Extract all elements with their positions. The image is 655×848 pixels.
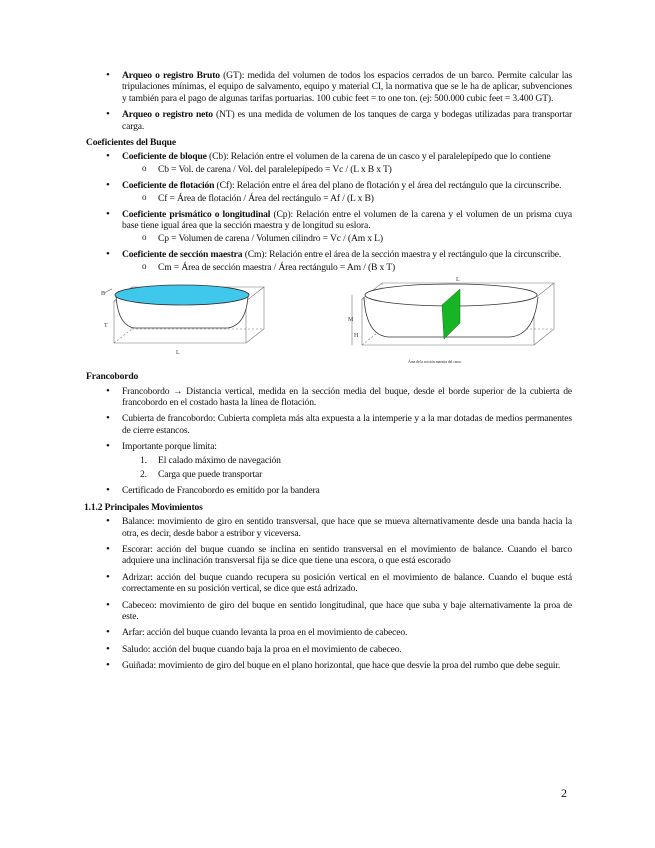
numbered-item xyxy=(122,455,572,466)
item-text: Importante porque limita: xyxy=(122,441,217,453)
label-t: T xyxy=(104,323,108,330)
section-heading-coeficientes: Coeficientes del Buque xyxy=(86,137,176,149)
term: Coeficiente de bloque xyxy=(122,151,207,163)
formula: o Cf = Área de flotación / Área del rectángulo = Af / (L x B) xyxy=(122,193,572,204)
term: Coeficiente prismático o longitudinal xyxy=(122,209,271,221)
page-content xyxy=(86,70,572,677)
coeficientes-list xyxy=(86,151,572,273)
list-item: • Cubierta de francobordo: Cubierta completa más alta expuesta a la intemperie y a la mar dotadas de medios permanentes de cierre estancos. xyxy=(86,413,572,436)
list-item xyxy=(86,70,572,104)
page-number: 2 xyxy=(561,786,567,800)
term: Arqueo o registro neto xyxy=(122,109,213,121)
numbered-item xyxy=(122,469,572,480)
definition: (NT) es una medida de volumen de los tanques de carga y bodegas utilizadas para transportar carga. xyxy=(122,109,572,132)
list-item: • Guiñada: movimiento de giro del buque en el plano horizontal, que hace que desvíe la proa del rumbo que debe seguir. xyxy=(86,660,572,671)
list-item xyxy=(86,249,572,273)
list-item: • Escorar: acción del buque cuando se inclina en sentido transversal en el movimiento de balance. Cuando el barco adquiere una inclinación transversal fija se dice que tiene una escora, o que está escorado xyxy=(86,544,572,567)
term: Arqueo o registro Bruto xyxy=(122,70,220,81)
term: Coeficiente de sección maestra xyxy=(122,249,243,261)
label-h: H xyxy=(354,333,359,340)
section-heading-francobordo: Francobordo xyxy=(86,371,139,383)
label-l: L xyxy=(456,277,460,284)
label-m: M xyxy=(348,317,354,324)
formula: o Cp = Volumen de carena / Volumen cilindro = Vc / (Am x L) xyxy=(122,233,572,244)
item-text: El calado máximo de navegación xyxy=(158,454,281,466)
section-heading-movimientos: 1.1.2 Principales Movimientos xyxy=(84,501,203,513)
formula: o Cm = Área de sección maestra / Área rectángulo = Am / (B x T) xyxy=(122,262,572,273)
list-item: • Francobordo → Distancia vertical, medida en la sección media del buque, desde el borde superior de la cubierta de francobordo en el costado hasta la línea de flotación. xyxy=(86,386,572,409)
list-item xyxy=(86,151,572,175)
limita-list xyxy=(122,455,572,481)
arqueo-list xyxy=(86,70,572,132)
label-b: B xyxy=(101,291,105,298)
definition: (Cb): Relación entre el volumen de la carena de un casco y el paralelepípedo que lo contiene xyxy=(206,151,551,163)
definition: (GT): medida del volumen de todos los espacios cerrados de un barco. Permite calcular las tripulaciones mínimas, el equipo de salvamento, equipo y material CI, la normativa que se le ha de aplicar, subvenciones y también para el pago de algunas tarifas portuarias. 100 cubic feet = to one ton. (ej: 500.000 cubic feet = 3.400 GT). xyxy=(122,70,572,104)
waterplane-area xyxy=(115,285,249,305)
formula: o Cb = Vol. de carena / Vol. del paralelepípedo = Vc / (L x B x T) xyxy=(122,164,572,175)
list-item: • Certificado de Francobordo es emitido por la bandera xyxy=(86,485,572,496)
label-l: L xyxy=(176,350,180,357)
list-item: • Balance: movimiento de giro en sentido transversal, que hace que se mueva alternativamente desde una banda hacia la otra, es decir, desde babor a estribor y viceversa. xyxy=(86,516,572,539)
definition: (Cp): Relación entre el volumen de la carena y el volumen de un prisma cuya base tiene igual área que la sección maestra y de longitud su eslora. xyxy=(122,209,572,232)
list-item: • Arfar: acción del buque cuando levanta la proa en el movimiento de cabeceo. xyxy=(86,627,572,638)
list-item: • Adrizar: acción del buque cuando recupera su posición vertical en el movimiento de balance. Cuando el buque está correctamente en su posición vertical, se dice que está adrizado. xyxy=(86,572,572,595)
waterplane-block-figure xyxy=(96,279,276,361)
list-item xyxy=(86,441,572,480)
list-item: • Cabeceo: movimiento de giro del buque en sentido longitudinal, que hace que suba y baje alternativamente la proa de este. xyxy=(86,600,572,623)
term: Coeficiente de flotación xyxy=(122,180,215,192)
definition: (Cf): Relación entre el área del plano de flotación y el área del rectángulo que la circunscribe. xyxy=(214,180,562,192)
movimientos-list xyxy=(86,516,572,671)
list-item: • Saludo: acción del buque cuando baja la proa en el movimiento de cabeceo. xyxy=(86,644,572,655)
item-number: 1. xyxy=(140,454,147,466)
list-item xyxy=(86,209,572,244)
item-text: Carga que puede transportar xyxy=(158,468,263,480)
francobordo-list xyxy=(86,386,572,497)
list-item xyxy=(86,180,572,204)
midship-section-figure xyxy=(348,273,560,367)
hull-figures xyxy=(86,279,572,363)
figure-caption: Área de la sección maestra del casco xyxy=(408,359,462,365)
list-item xyxy=(86,109,572,132)
definition: (Cm): Relación entre el área de la sección maestra y el rectángulo que la circunscribe. xyxy=(242,249,562,261)
item-number: 2. xyxy=(140,468,147,480)
